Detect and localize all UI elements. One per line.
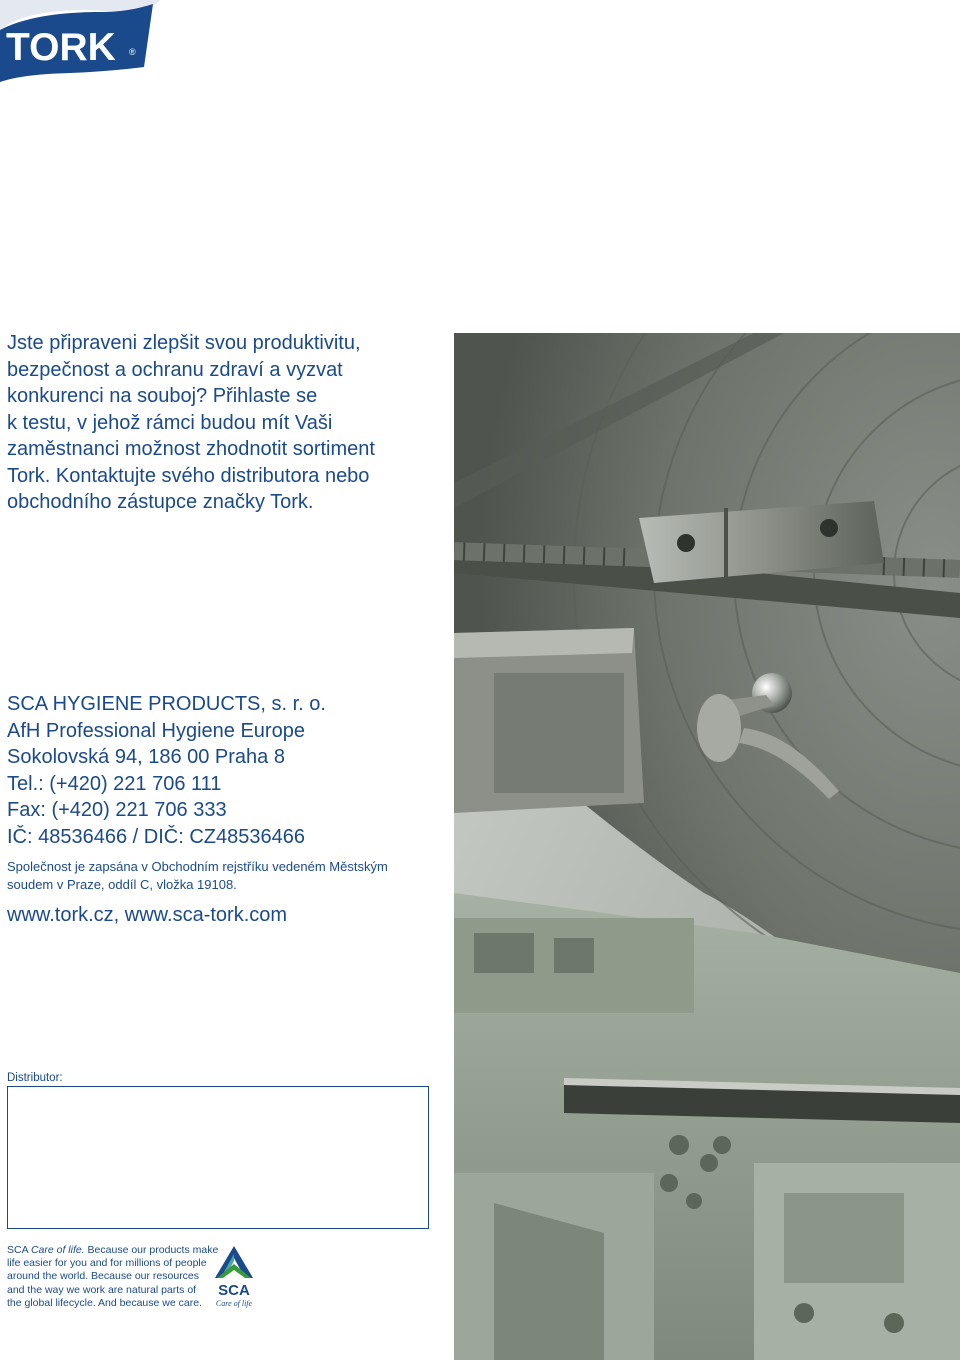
- lathe-photo: [454, 333, 960, 1360]
- intro-line: konkurenci na souboj? Přihlaste se: [7, 385, 318, 407]
- care-prefix: SCA: [7, 1244, 31, 1256]
- website-links[interactable]: www.tork.cz, www.sca-tork.com: [7, 904, 288, 926]
- care-line: the global lifecycle. And because we care.: [7, 1296, 202, 1309]
- svg-text:TORK: TORK: [6, 26, 116, 69]
- sca-logo: [211, 1244, 257, 1315]
- intro-line: Jste připraveni zlepšit svou produktivitu,: [7, 332, 361, 354]
- registry-line: Společnost je zapsána v Obchodním rejstříku vedeném Městským: [7, 859, 388, 874]
- company-fax: Fax: (+420) 221 706 333: [7, 799, 227, 821]
- company-tel: Tel.: (+420) 221 706 111: [7, 772, 222, 795]
- svg-text:Care of life: Care of life: [215, 1299, 253, 1308]
- care-line: around the world. Because our resources: [7, 1270, 200, 1283]
- care-of-life-text: [7, 1244, 219, 1310]
- svg-text:SCA: SCA: [218, 1282, 250, 1299]
- intro-line: k testu, v jehož rámci budou mít Vaši: [7, 411, 333, 434]
- company-division: AfH Professional Hygiene Europe: [7, 719, 305, 742]
- care-first-rest: Because our products make: [84, 1244, 219, 1256]
- svg-text:®: ®: [129, 47, 136, 57]
- intro-paragraph: [7, 330, 407, 516]
- care-line: [7, 1244, 219, 1257]
- care-emphasis: Care of life.: [30, 1244, 85, 1256]
- distributor-label: Distributor:: [7, 1072, 63, 1084]
- company-address: Sokolovská 94, 186 00 Praha 8: [7, 746, 285, 768]
- care-line: life easier for you and for millions of people: [7, 1257, 207, 1270]
- registry-note: [7, 858, 447, 894]
- distributor-box: [7, 1086, 429, 1229]
- company-name: SCA HYGIENE PRODUCTS, s. r. o.: [7, 693, 326, 715]
- care-line: and the way we work are natural parts of: [7, 1283, 197, 1296]
- company-ids: IČ: 48536466 / DIČ: CZ48536466: [7, 825, 305, 848]
- registry-line: soudem v Praze, oddíl C, vložka 19108.: [7, 877, 237, 892]
- intro-line: obchodního zástupce značky Tork.: [7, 491, 314, 513]
- tork-logo: [0, 0, 160, 89]
- company-contact: [7, 691, 447, 928]
- intro-line: Tork. Kontaktujte svého distributora nebo: [7, 464, 370, 487]
- intro-line: zaměstnanci možnost zhodnotit sortiment: [7, 438, 375, 460]
- intro-line: bezpečnost a ochranu zdraví a vyzvat: [7, 358, 343, 381]
